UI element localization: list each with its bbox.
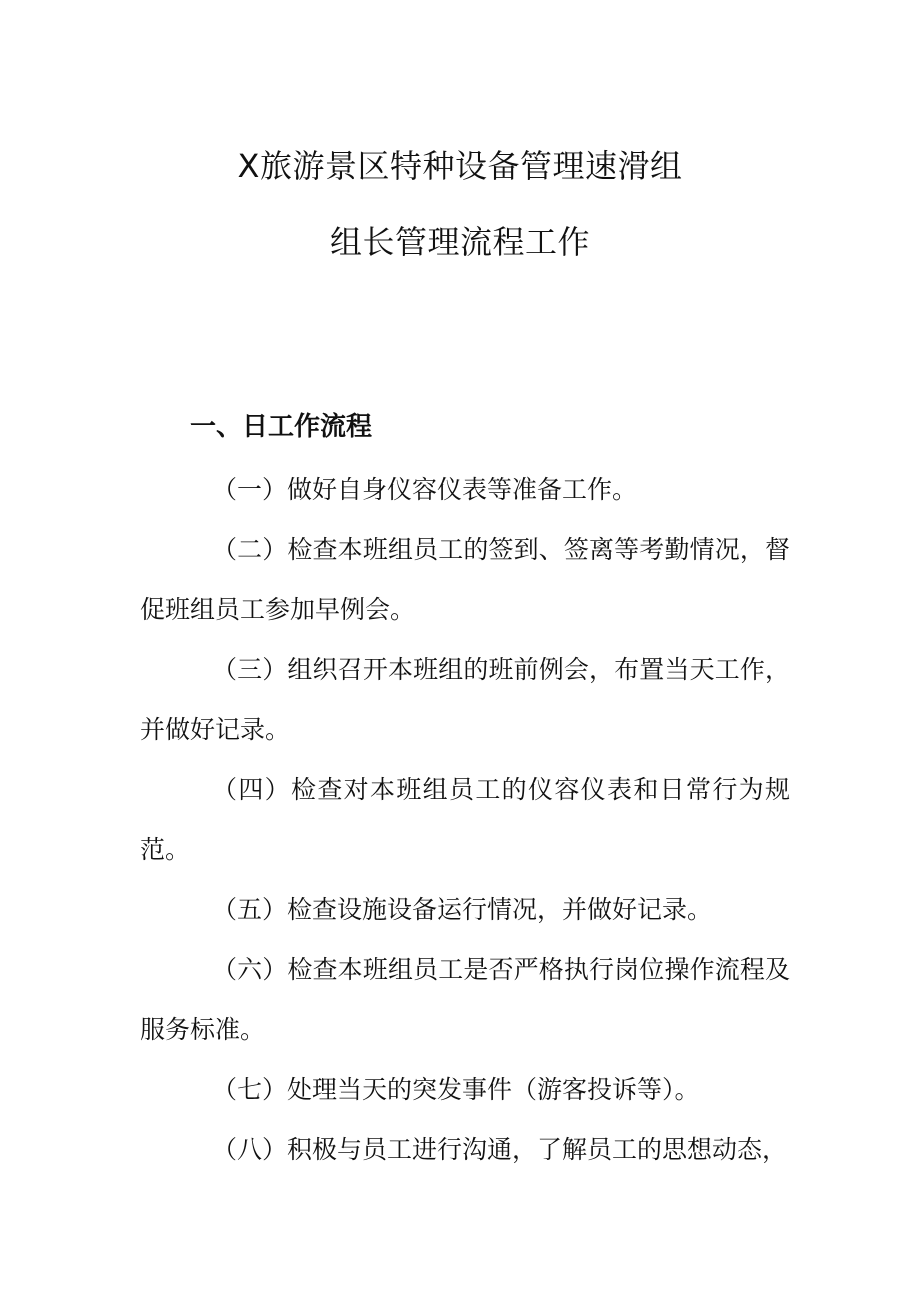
paragraph-4: （四）检查对本班组员工的仪容仪表和日常行为规范。 [140, 775, 790, 864]
paragraph-1: （一）做好自身仪容仪表等准备工作。 [212, 475, 638, 504]
document-title-line-2: 组长管理流程工作 [329, 223, 590, 261]
document-title-line-1: X旅游景区特种设备管理速滑组 [237, 147, 683, 185]
paragraph-2: （二）检查本班组员工的签到、签离等考勤情况，督促班组员工参加早例会。 [140, 535, 790, 624]
section-heading: 一、日工作流程 [190, 412, 373, 442]
paragraph-8: （八）积极与员工进行沟通，了解员工的思想动态， [212, 1135, 788, 1164]
paragraph-5: （五）检查设施设备运行情况，并做好记录。 [212, 895, 713, 924]
paragraph-7: （七）处理当天的突发事件（游客投诉等）。 [212, 1075, 700, 1104]
paragraph-6: （六）检查本班组员工是否严格执行岗位操作流程及服务标准。 [140, 955, 790, 1044]
paragraph-3: （三）组织召开本班组的班前例会，布置当天工作，并做好记录。 [140, 655, 790, 744]
